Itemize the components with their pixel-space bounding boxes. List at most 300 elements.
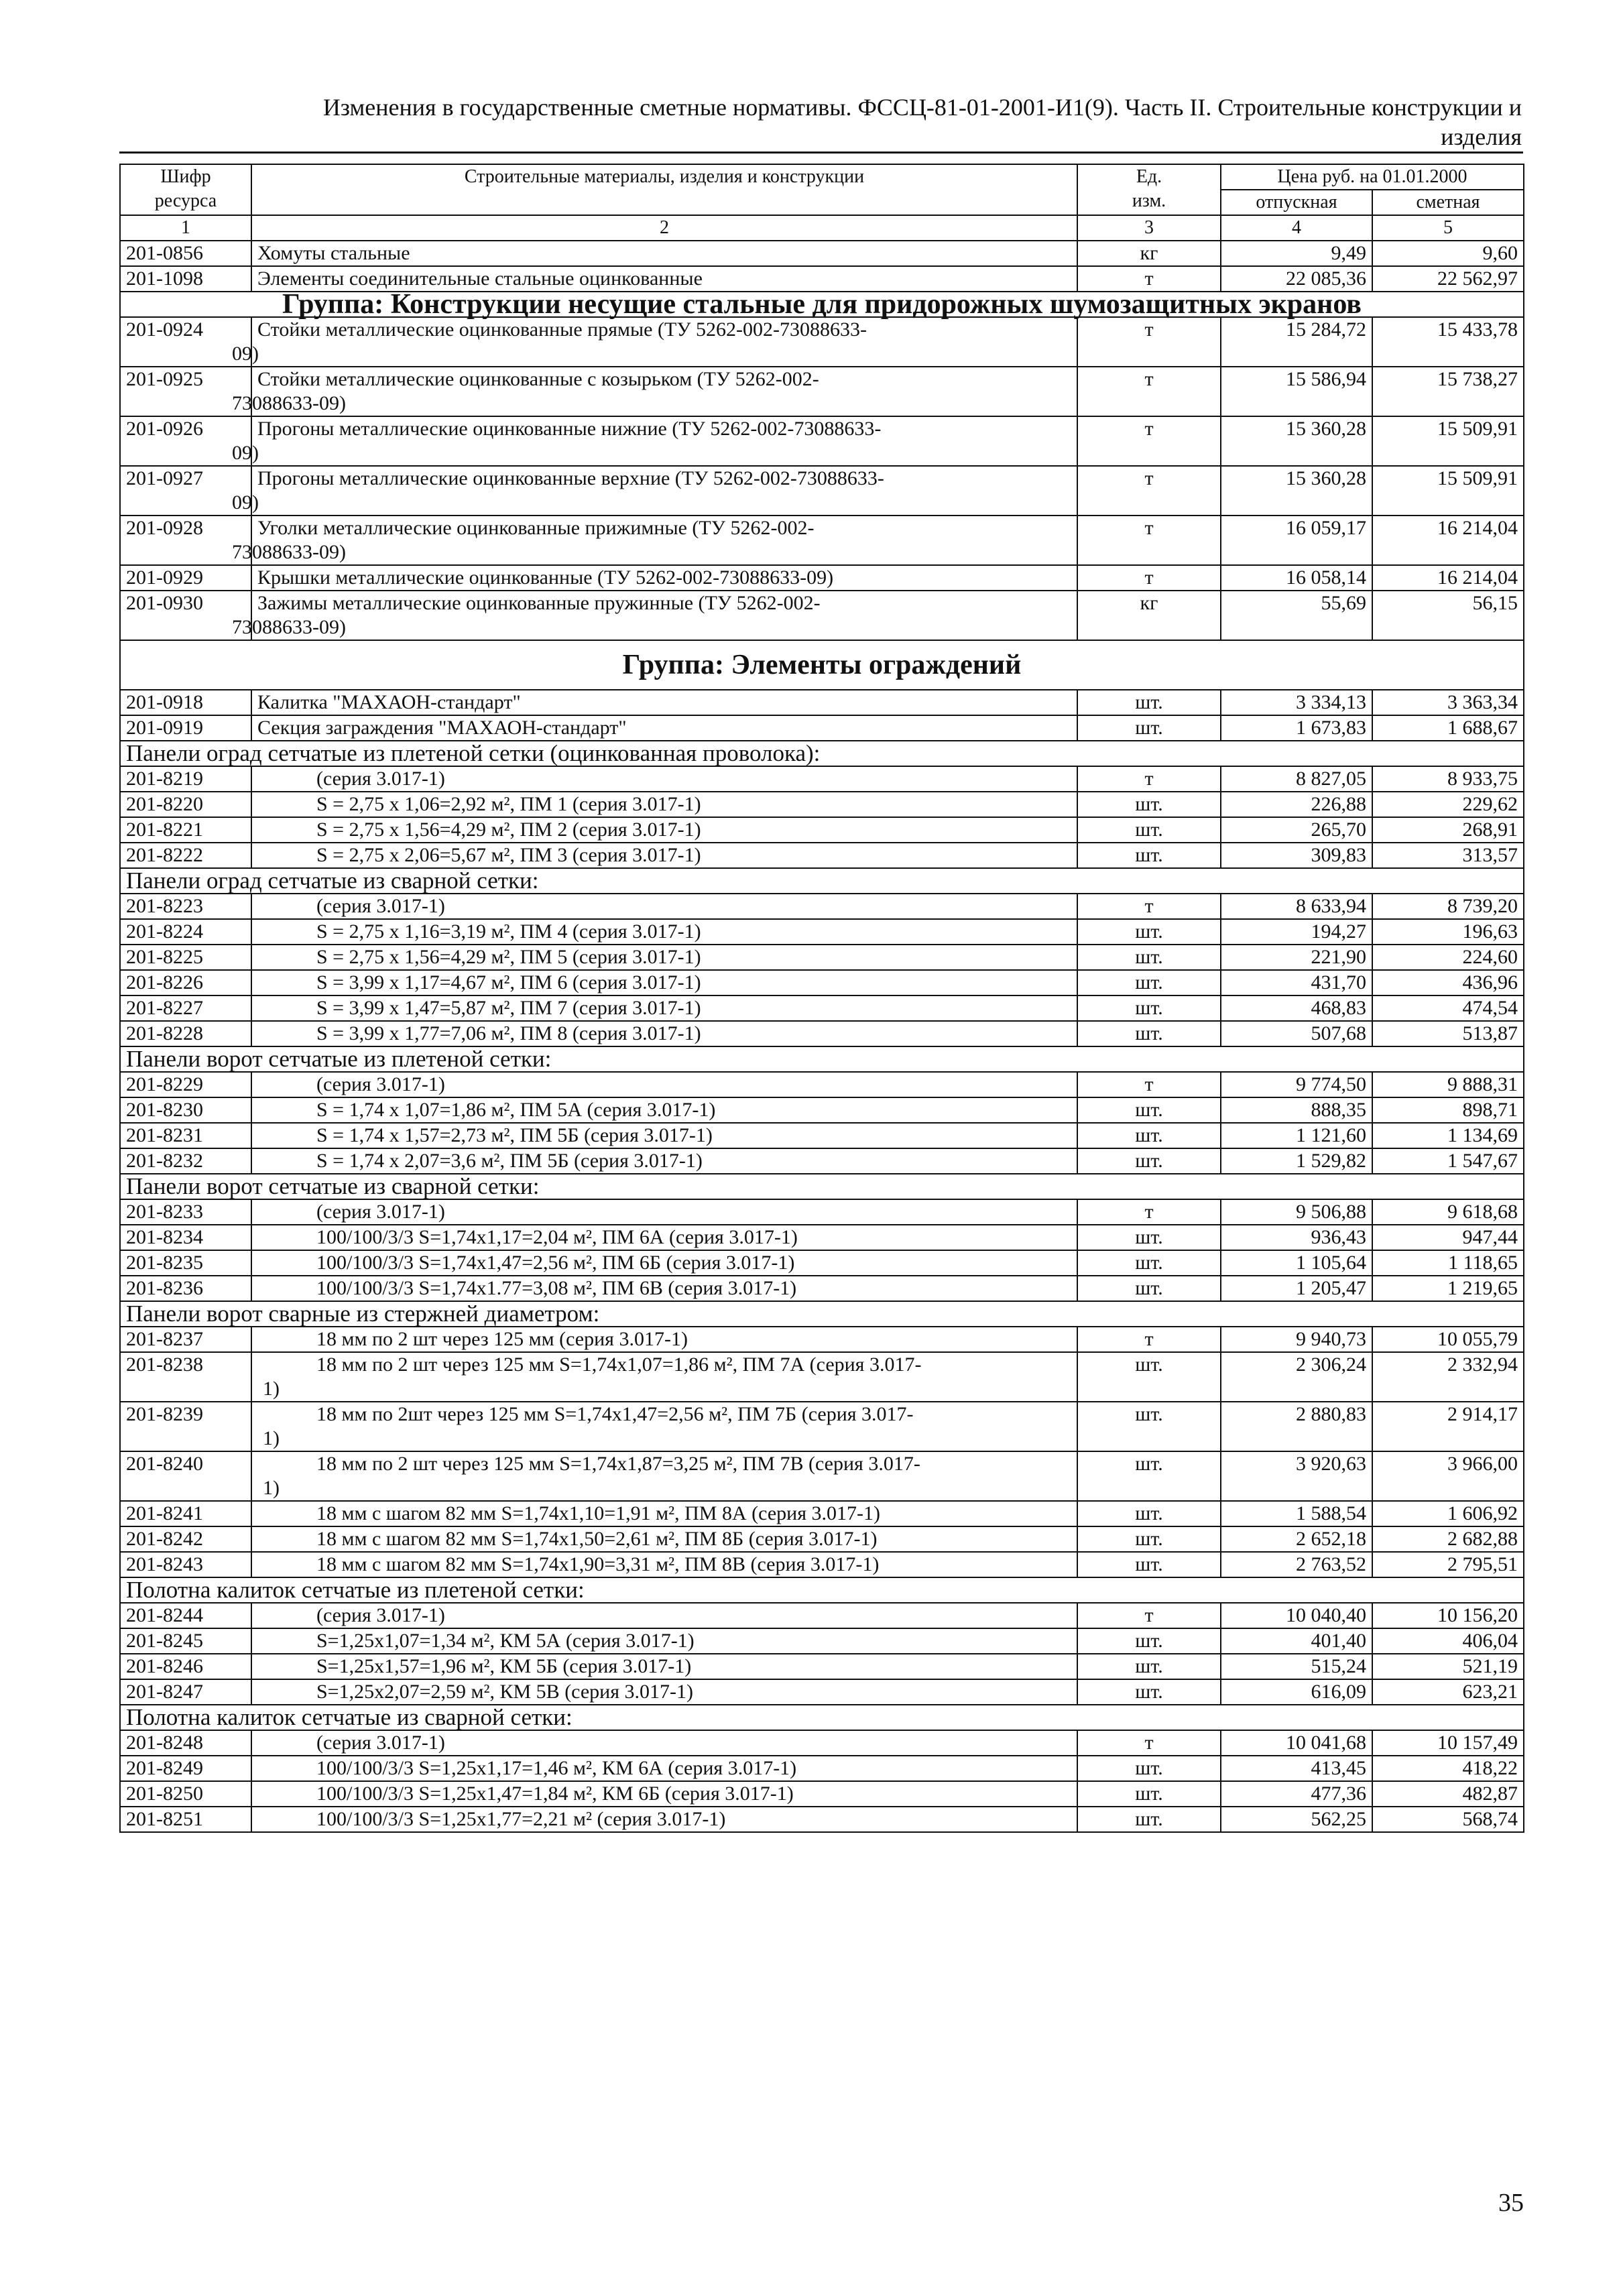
unit-of-measure: шт. [1077, 715, 1221, 741]
material-name-line1: (серия 3.017-1) [316, 1604, 445, 1626]
price-release: 936,43 [1221, 1225, 1372, 1250]
material-name [251, 690, 1077, 715]
material-name [232, 416, 1077, 466]
material-name-line1: 100/100/3/3 S=1,74x1,17=2,04 м², ПМ 6А (серия 3.017-1) [316, 1226, 798, 1248]
material-name [251, 1225, 1077, 1250]
resource-code: 201-8222 [120, 843, 251, 868]
material-name-line1: S = 2,75 x 1,56=4,29 м², ПМ 5 (серия 3.017-1) [316, 946, 701, 968]
table-row [120, 690, 1524, 715]
material-name [251, 1526, 1077, 1552]
table-row [120, 416, 1524, 466]
material-name [251, 766, 1077, 792]
group-row [120, 292, 1524, 317]
material-name [251, 894, 1077, 919]
price-estimate: 406,04 [1372, 1628, 1524, 1654]
table-row [120, 1225, 1524, 1250]
price-estimate: 268,91 [1372, 817, 1524, 843]
resource-code: 201-8224 [120, 919, 251, 945]
material-name-line1: 18 мм по 2шт через 125 мм S=1,74x1,47=2,56 м², ПМ 7Б (серия 3.017- [316, 1403, 914, 1425]
material-name [251, 1730, 1077, 1756]
material-name [251, 1628, 1077, 1654]
resource-code: 201-8243 [120, 1552, 251, 1577]
price-release: 1 205,47 [1221, 1276, 1372, 1301]
material-name [251, 843, 1077, 868]
material-name [251, 715, 1077, 741]
price-estimate: 474,54 [1372, 995, 1524, 1021]
material-name-line1: 100/100/3/3 S=1,25x1,17=1,46 м², КМ 6А (серия 3.017-1) [316, 1757, 797, 1779]
price-table [119, 164, 1524, 1833]
resource-code: 201-8250 [120, 1781, 251, 1807]
table-row [120, 1072, 1524, 1097]
material-name [251, 1199, 1077, 1225]
resource-code: 201-0924 [120, 317, 251, 367]
page-number: 35 [1498, 2189, 1524, 2217]
material-name-line1: S = 2,75 x 1,16=3,19 м², ПМ 4 (серия 3.017-1) [316, 920, 701, 943]
price-estimate: 10 156,20 [1372, 1603, 1524, 1628]
material-name-line1: 18 мм по 2 шт через 125 мм (серия 3.017-1) [316, 1328, 688, 1350]
unit-of-measure: т [1077, 516, 1221, 565]
price-release: 9 774,50 [1221, 1072, 1372, 1097]
material-name [232, 591, 1077, 640]
price-release: 616,09 [1221, 1679, 1372, 1705]
material-name [251, 1679, 1077, 1705]
price-estimate: 8 933,75 [1372, 766, 1524, 792]
resource-code: 201-8238 [120, 1352, 251, 1402]
material-name [251, 241, 1077, 266]
price-release: 221,90 [1221, 945, 1372, 970]
price-estimate: 15 509,91 [1372, 466, 1524, 516]
table-row [120, 1730, 1524, 1756]
unit-of-measure: шт. [1077, 1402, 1221, 1451]
material-name-line1: Стойки металлические оцинкованные прямые (ТУ 5262-002-73088633- [257, 318, 867, 341]
unit-of-measure: т [1077, 416, 1221, 466]
price-estimate: 1 606,92 [1372, 1501, 1524, 1526]
material-name-line1: S = 3,99 x 1,17=4,67 м², ПМ 6 (серия 3.017-1) [316, 971, 701, 993]
price-release: 9,49 [1221, 241, 1372, 266]
resource-code: 201-8231 [120, 1123, 251, 1148]
material-name-line1: Элементы соединительные стальные оцинкованные [257, 267, 703, 290]
material-name [251, 945, 1077, 970]
column-number-row [120, 215, 1524, 241]
material-name [251, 1501, 1077, 1526]
resource-code: 201-0925 [120, 367, 251, 416]
resource-code: 201-8237 [120, 1327, 251, 1352]
price-estimate: 15 738,27 [1372, 367, 1524, 416]
material-name [251, 1276, 1077, 1301]
resource-code: 201-0927 [120, 466, 251, 516]
price-estimate: 56,15 [1372, 591, 1524, 640]
unit-of-measure: шт. [1077, 1654, 1221, 1679]
price-release: 1 673,83 [1221, 715, 1372, 741]
price-release: 265,70 [1221, 817, 1372, 843]
material-name [232, 516, 1077, 565]
price-release: 1 529,82 [1221, 1148, 1372, 1174]
table-row [120, 843, 1524, 868]
price-release: 477,36 [1221, 1781, 1372, 1807]
unit-of-measure: шт. [1077, 1225, 1221, 1250]
price-release: 401,40 [1221, 1628, 1372, 1654]
resource-code: 201-8221 [120, 817, 251, 843]
material-name-line1: (серия 3.017-1) [316, 1201, 445, 1223]
price-estimate: 2 914,17 [1372, 1402, 1524, 1451]
resource-code: 201-0856 [120, 241, 251, 266]
material-name-line1: S = 3,99 x 1,77=7,06 м², ПМ 8 (серия 3.017-1) [316, 1022, 701, 1044]
price-release: 507,68 [1221, 1021, 1372, 1046]
material-name-line1: 100/100/3/3 S=1,74x1.77=3,08 м², ПМ 6В (серия 3.017-1) [316, 1277, 797, 1299]
table-row [120, 919, 1524, 945]
resource-code: 201-8236 [120, 1276, 251, 1301]
unit-of-measure: шт. [1077, 1628, 1221, 1654]
table-row [120, 317, 1524, 367]
unit-of-measure: шт. [1077, 1276, 1221, 1301]
unit-of-measure: т [1077, 766, 1221, 792]
subgroup-row [120, 741, 1524, 766]
resource-code: 201-1098 [120, 266, 251, 292]
header-code [120, 164, 251, 215]
unit-of-measure: шт. [1077, 1148, 1221, 1174]
price-release: 309,83 [1221, 843, 1372, 868]
material-name-line1: S=1,25x1,07=1,34 м², КМ 5А (серия 3.017-1) [316, 1630, 695, 1652]
price-estimate: 2 795,51 [1372, 1552, 1524, 1577]
header-unit-line2: изм. [1132, 190, 1166, 211]
header-code-line2: ресурса [154, 190, 217, 211]
material-name-line1: (серия 3.017-1) [316, 1732, 445, 1754]
unit-of-measure: т [1077, 266, 1221, 292]
resource-code: 201-8251 [120, 1807, 251, 1832]
unit-of-measure: шт. [1077, 1781, 1221, 1807]
material-name-line2: 09) [232, 491, 259, 513]
table-row [120, 1250, 1524, 1276]
price-release: 888,35 [1221, 1097, 1372, 1123]
resource-code: 201-8248 [120, 1730, 251, 1756]
table-row [120, 1021, 1524, 1046]
resource-code: 201-8233 [120, 1199, 251, 1225]
price-release: 562,25 [1221, 1807, 1372, 1832]
price-estimate: 9,60 [1372, 241, 1524, 266]
material-name [251, 817, 1077, 843]
price-release: 10 040,40 [1221, 1603, 1372, 1628]
unit-of-measure: т [1077, 317, 1221, 367]
table-row [120, 1402, 1524, 1451]
resource-code: 201-8223 [120, 894, 251, 919]
table-row [120, 1501, 1524, 1526]
subgroup-title: Панели оград сетчатые из плетеной сетки (оцинкованная проволока): [120, 741, 1524, 766]
price-estimate: 9 888,31 [1372, 1072, 1524, 1097]
subgroup-title: Панели ворот сетчатые из плетеной сетки: [120, 1046, 1524, 1072]
unit-of-measure: шт. [1077, 1552, 1221, 1577]
resource-code: 201-8247 [120, 1679, 251, 1705]
price-release: 16 058,14 [1221, 565, 1372, 591]
material-name [251, 970, 1077, 995]
price-estimate: 1 688,67 [1372, 715, 1524, 741]
price-estimate: 3 966,00 [1372, 1451, 1524, 1501]
resource-code: 201-8228 [120, 1021, 251, 1046]
price-estimate: 196,63 [1372, 919, 1524, 945]
unit-of-measure: шт. [1077, 1451, 1221, 1501]
price-release: 15 284,72 [1221, 317, 1372, 367]
header-price-estimate: сметная [1372, 190, 1524, 215]
price-release: 226,88 [1221, 792, 1372, 817]
material-name [232, 466, 1077, 516]
material-name [251, 1072, 1077, 1097]
material-name [251, 1552, 1077, 1577]
unit-of-measure: т [1077, 894, 1221, 919]
col-number-5: 5 [1372, 215, 1524, 241]
unit-of-measure: шт. [1077, 1756, 1221, 1781]
material-name [251, 1250, 1077, 1276]
price-release: 2 306,24 [1221, 1352, 1372, 1402]
price-estimate: 947,44 [1372, 1225, 1524, 1250]
unit-of-measure: т [1077, 367, 1221, 416]
unit-of-measure: шт. [1077, 1097, 1221, 1123]
material-name-line1: 18 мм с шагом 82 мм S=1,74x1,10=1,91 м², ПМ 8А (серия 3.017-1) [316, 1502, 880, 1524]
material-name [251, 792, 1077, 817]
price-release: 16 059,17 [1221, 516, 1372, 565]
header-price-release: отпускная [1221, 190, 1372, 215]
table-row [120, 565, 1524, 591]
unit-of-measure: шт. [1077, 1123, 1221, 1148]
unit-of-measure: т [1077, 565, 1221, 591]
unit-of-measure: шт. [1077, 970, 1221, 995]
subgroup-row [120, 1046, 1524, 1072]
price-estimate: 224,60 [1372, 945, 1524, 970]
resource-code: 201-8242 [120, 1526, 251, 1552]
resource-code: 201-8235 [120, 1250, 251, 1276]
price-estimate: 568,74 [1372, 1807, 1524, 1832]
unit-of-measure: шт. [1077, 919, 1221, 945]
page-header [119, 93, 1522, 152]
resource-code: 201-0918 [120, 690, 251, 715]
resource-code: 201-8241 [120, 1501, 251, 1526]
material-name [251, 1402, 1077, 1451]
material-name-line2: 73088633-09) [232, 616, 346, 638]
material-name [232, 317, 1077, 367]
price-release: 468,83 [1221, 995, 1372, 1021]
unit-of-measure: шт. [1077, 1250, 1221, 1276]
material-name-line2: 1) [263, 1427, 280, 1449]
resource-code: 201-8219 [120, 766, 251, 792]
unit-of-measure: т [1077, 1072, 1221, 1097]
price-release: 15 360,28 [1221, 416, 1372, 466]
price-estimate: 1 134,69 [1372, 1123, 1524, 1148]
resource-code: 201-8230 [120, 1097, 251, 1123]
table-row [120, 367, 1524, 416]
price-estimate: 16 214,04 [1372, 516, 1524, 565]
material-name-line1: (серия 3.017-1) [316, 895, 445, 917]
table-row [120, 894, 1524, 919]
table-row [120, 1781, 1524, 1807]
material-name-line2: 1) [263, 1477, 280, 1499]
table-row [120, 591, 1524, 640]
price-release: 2 652,18 [1221, 1526, 1372, 1552]
unit-of-measure: шт. [1077, 945, 1221, 970]
unit-of-measure: кг [1077, 591, 1221, 640]
unit-of-measure: кг [1077, 241, 1221, 266]
table-row [120, 1327, 1524, 1352]
price-release: 9 506,88 [1221, 1199, 1372, 1225]
material-name-line1: S = 2,75 x 2,06=5,67 м², ПМ 3 (серия 3.017-1) [316, 844, 701, 866]
table-row [120, 1276, 1524, 1301]
material-name-line1: S = 2,75 x 1,06=2,92 м², ПМ 1 (серия 3.017-1) [316, 793, 701, 815]
col-number-2: 2 [251, 215, 1077, 241]
table-row [120, 466, 1524, 516]
unit-of-measure: шт. [1077, 995, 1221, 1021]
price-release: 22 085,36 [1221, 266, 1372, 292]
price-release: 55,69 [1221, 591, 1372, 640]
material-name [251, 1603, 1077, 1628]
price-estimate: 513,87 [1372, 1021, 1524, 1046]
material-name-line2: 09) [232, 442, 259, 464]
material-name-line2: 73088633-09) [232, 541, 346, 563]
material-name-line2: 1) [263, 1378, 280, 1400]
table-row [120, 1679, 1524, 1705]
material-name [251, 565, 1077, 591]
material-name-line1: Секция заграждения "МАХАОН-стандарт" [257, 717, 627, 739]
price-release: 8 827,05 [1221, 766, 1372, 792]
price-release: 10 041,68 [1221, 1730, 1372, 1756]
table-row [120, 766, 1524, 792]
price-estimate: 1 219,65 [1372, 1276, 1524, 1301]
table-row [120, 1097, 1524, 1123]
resource-code: 201-8225 [120, 945, 251, 970]
col-number-1: 1 [120, 215, 251, 241]
table-row [120, 1807, 1524, 1832]
table-row [120, 715, 1524, 741]
resource-code: 201-8240 [120, 1451, 251, 1501]
material-name-line1: S = 3,99 x 1,47=5,87 м², ПМ 7 (серия 3.017-1) [316, 997, 701, 1019]
material-name-line1: S = 1,74 x 1,57=2,73 м², ПМ 5Б (серия 3.017-1) [316, 1124, 713, 1146]
material-name [251, 1021, 1077, 1046]
price-estimate: 229,62 [1372, 792, 1524, 817]
price-release: 2 763,52 [1221, 1552, 1372, 1577]
table-row [120, 1352, 1524, 1402]
unit-of-measure: шт. [1077, 690, 1221, 715]
resource-code: 201-0930 [120, 591, 251, 640]
material-name [251, 1352, 1077, 1402]
price-estimate: 623,21 [1372, 1679, 1524, 1705]
unit-of-measure: шт. [1077, 1352, 1221, 1402]
price-release: 15 360,28 [1221, 466, 1372, 516]
table-row [120, 1123, 1524, 1148]
table-row [120, 1628, 1524, 1654]
unit-of-measure: шт. [1077, 1807, 1221, 1832]
material-name [251, 1097, 1077, 1123]
material-name-line1: 18 мм по 2 шт через 125 мм S=1,74x1,07=1,86 м², ПМ 7А (серия 3.017- [316, 1353, 922, 1376]
resource-code: 201-8249 [120, 1756, 251, 1781]
price-release: 1 588,54 [1221, 1501, 1372, 1526]
table-row [120, 817, 1524, 843]
unit-of-measure: т [1077, 1730, 1221, 1756]
subgroup-row [120, 1577, 1524, 1603]
price-release: 1 105,64 [1221, 1250, 1372, 1276]
header-name: Строительные материалы, изделия и конструкции [251, 164, 1077, 215]
price-release: 9 940,73 [1221, 1327, 1372, 1352]
material-name [251, 995, 1077, 1021]
material-name-line1: Калитка "МАХАОН-стандарт" [257, 691, 521, 713]
price-estimate: 22 562,97 [1372, 266, 1524, 292]
header-rule [119, 152, 1523, 154]
table-row [120, 970, 1524, 995]
table-row [120, 1526, 1524, 1552]
subgroup-title: Полотна калиток сетчатые из плетеной сетки: [120, 1577, 1524, 1603]
price-estimate: 10 157,49 [1372, 1730, 1524, 1756]
header-code-line1: Шифр [160, 166, 211, 187]
price-estimate: 3 363,34 [1372, 690, 1524, 715]
price-estimate: 15 433,78 [1372, 317, 1524, 367]
resource-code: 201-8227 [120, 995, 251, 1021]
col-number-4: 4 [1221, 215, 1372, 241]
resource-code: 201-8234 [120, 1225, 251, 1250]
material-name-line1: 100/100/3/3 S=1,25x1,47=1,84 м², КМ 6Б (серия 3.017-1) [316, 1783, 794, 1805]
material-name-line1: (серия 3.017-1) [316, 768, 445, 790]
price-estimate: 898,71 [1372, 1097, 1524, 1123]
material-name-line1: Стойки металлические оцинкованные с козырьком (ТУ 5262-002- [257, 368, 819, 390]
price-estimate: 521,19 [1372, 1654, 1524, 1679]
price-estimate: 1 547,67 [1372, 1148, 1524, 1174]
header-unit-line1: Ед. [1136, 166, 1162, 187]
material-name [251, 1123, 1077, 1148]
table-row [120, 1654, 1524, 1679]
material-name [232, 367, 1077, 416]
material-name [251, 1451, 1077, 1501]
price-release: 431,70 [1221, 970, 1372, 995]
unit-of-measure: шт. [1077, 843, 1221, 868]
price-estimate: 10 055,79 [1372, 1327, 1524, 1352]
material-name-line2: 73088633-09) [232, 392, 346, 414]
header-title-line1: Изменения в государственные сметные нормативы. ФССЦ-81-01-2001-И1(9). Часть II. Строительные конструкции и [322, 94, 1522, 121]
resource-code: 201-0928 [120, 516, 251, 565]
material-name [251, 1781, 1077, 1807]
subgroup-row [120, 1301, 1524, 1327]
material-name-line1: Прогоны металлические оцинкованные верхние (ТУ 5262-002-73088633- [257, 467, 884, 489]
group-title: Группа: Элементы ограждений [120, 640, 1524, 690]
material-name-line1: Хомуты стальные [257, 242, 410, 264]
resource-code: 201-0926 [120, 416, 251, 466]
subgroup-title: Панели ворот сварные из стержней диаметром: [120, 1301, 1524, 1327]
price-estimate: 482,87 [1372, 1781, 1524, 1807]
resource-code: 201-8245 [120, 1628, 251, 1654]
price-estimate: 9 618,68 [1372, 1199, 1524, 1225]
unit-of-measure: шт. [1077, 1021, 1221, 1046]
price-estimate: 15 509,91 [1372, 416, 1524, 466]
material-name [251, 266, 1077, 292]
table-row [120, 266, 1524, 292]
table-row [120, 995, 1524, 1021]
subgroup-row [120, 1174, 1524, 1199]
resource-code: 201-8226 [120, 970, 251, 995]
subgroup-row [120, 1705, 1524, 1730]
price-estimate: 313,57 [1372, 843, 1524, 868]
price-release: 413,45 [1221, 1756, 1372, 1781]
price-release: 2 880,83 [1221, 1402, 1372, 1451]
material-name-line1: (серия 3.017-1) [316, 1073, 445, 1095]
material-name-line1: S=1,25x1,57=1,96 м², КМ 5Б (серия 3.017-1) [316, 1655, 692, 1677]
subgroup-title: Панели ворот сетчатые из сварной сетки: [120, 1174, 1524, 1199]
unit-of-measure: т [1077, 1199, 1221, 1225]
material-name-line1: S = 1,74 x 1,07=1,86 м², ПМ 5А (серия 3.017-1) [316, 1099, 716, 1121]
header-title-line2: изделия [1441, 123, 1522, 150]
price-release: 515,24 [1221, 1654, 1372, 1679]
table-row [120, 1451, 1524, 1501]
table-row [120, 1199, 1524, 1225]
resource-code: 201-8220 [120, 792, 251, 817]
unit-of-measure: т [1077, 1603, 1221, 1628]
price-estimate: 1 118,65 [1372, 1250, 1524, 1276]
subgroup-row [120, 868, 1524, 894]
table-row [120, 1148, 1524, 1174]
price-estimate: 8 739,20 [1372, 894, 1524, 919]
resource-code: 201-0919 [120, 715, 251, 741]
